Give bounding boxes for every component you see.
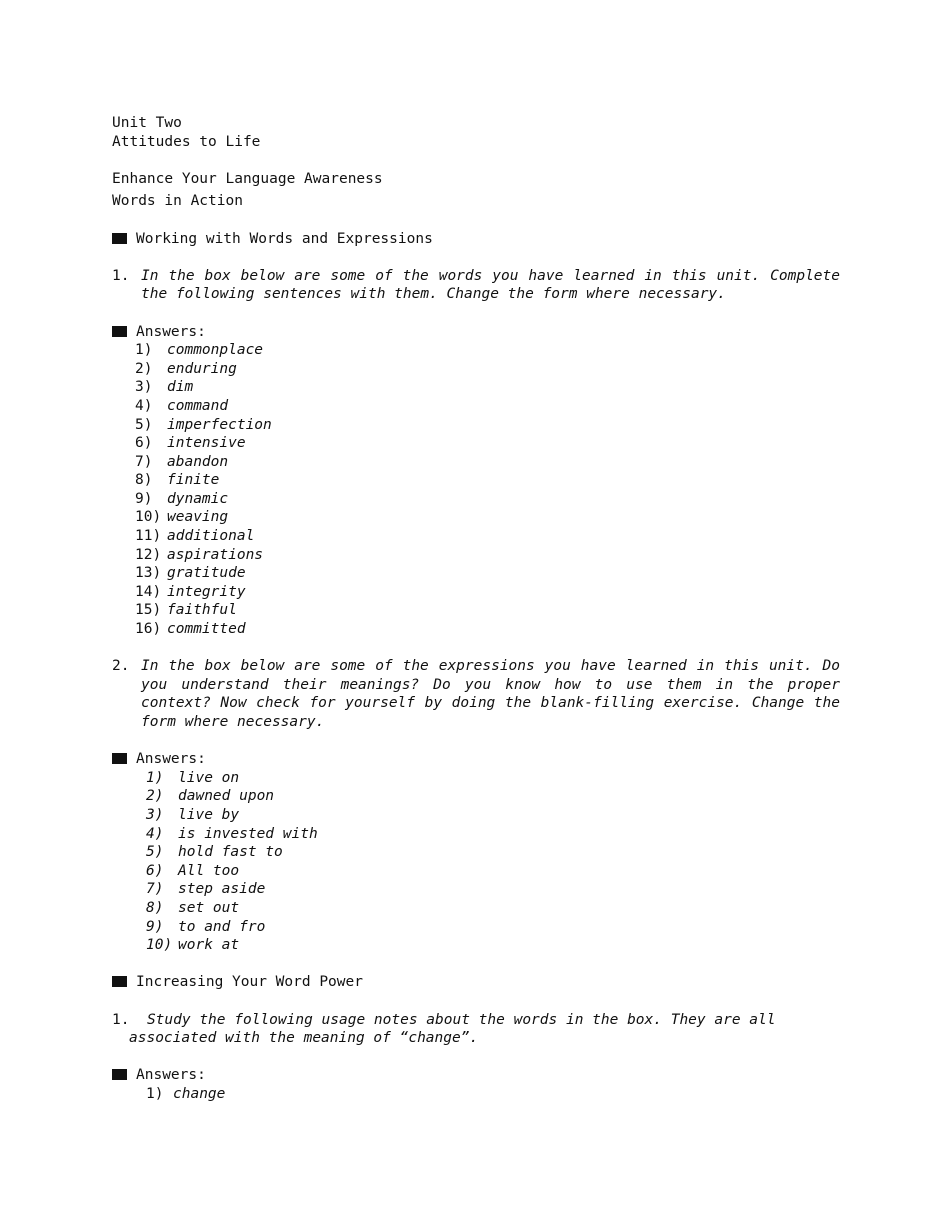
- square-bullet-icon: [112, 976, 127, 987]
- square-bullet-icon: [112, 326, 127, 337]
- list-item: 6) intensive: [135, 435, 246, 452]
- list-item: 5) hold fast to: [146, 844, 283, 861]
- list-item: 1) commonplace: [135, 342, 264, 359]
- list-item: 12) aspirations: [135, 546, 264, 563]
- list-item: 13) gratitude: [135, 565, 246, 582]
- list-item: 6) All too: [146, 862, 240, 879]
- part2-heading: Increasing Your Word Power: [136, 974, 363, 991]
- list-item: 10) work at: [146, 937, 240, 954]
- list-item: 4) is invested with: [146, 825, 318, 842]
- question-text: In the box below are some of the words you have learned in this unit. Complete the following sentences with them. Change the form where necessary.: [141, 267, 840, 303]
- question-number: 2.: [112, 658, 130, 675]
- question-2: [112, 657, 840, 731]
- square-bullet-icon: [112, 233, 127, 244]
- part1-heading-row: [112, 230, 840, 249]
- document-page: [112, 114, 840, 1103]
- part2-heading-row: [112, 973, 840, 992]
- list-item: 7) abandon: [135, 453, 229, 470]
- answers-label: Answers:: [136, 323, 206, 340]
- square-bullet-icon: [112, 753, 127, 764]
- answers-label: Answers:: [136, 751, 206, 768]
- answers-list-3: [112, 1085, 840, 1104]
- list-item: 10) weaving: [135, 509, 229, 526]
- list-item: 3) dim: [135, 379, 194, 396]
- question-text: Study the following usage notes about the words in the box. They are all associated with the meaning of “change”.: [129, 1011, 776, 1047]
- list-item: 1) live on: [146, 769, 240, 786]
- question-text: In the box below are some of the expressions you have learned in this unit. Do you understand their meanings? Do you know how to use them in the proper context? Now check for yourself by doing the blank-filling exercise. Change the form where necessary.: [141, 658, 840, 730]
- list-item: 9) to and fro: [146, 918, 266, 935]
- list-item: 3) live by: [146, 806, 240, 823]
- part1-heading: Working with Words and Expressions: [136, 230, 433, 247]
- question-number: 1.: [112, 1011, 130, 1028]
- unit-label: Unit Two: [112, 115, 182, 131]
- list-item: 8) set out: [146, 899, 240, 916]
- question-3: [112, 1011, 840, 1048]
- unit-title: Attitudes to Life: [112, 133, 261, 150]
- answers-list-2: [112, 769, 840, 955]
- list-item: 8) finite: [135, 472, 220, 489]
- list-item: 2) dawned upon: [146, 788, 275, 805]
- question-1: [112, 267, 840, 304]
- subsection-title: Words in Action: [112, 193, 243, 210]
- list-item: 14) integrity: [135, 583, 246, 600]
- answers-label: Answers:: [136, 1067, 206, 1084]
- list-item: 9) dynamic: [135, 490, 229, 507]
- answers-heading-row: [112, 750, 840, 769]
- answers-heading-row: [112, 1066, 840, 1085]
- list-item: 4) command: [135, 397, 229, 414]
- section-title: Enhance Your Language Awareness: [112, 170, 383, 187]
- list-item: 11) additional: [135, 528, 255, 545]
- answers-heading-row: [112, 323, 840, 342]
- list-item: 1) change: [146, 1085, 226, 1102]
- list-item: 5) imperfection: [135, 416, 272, 433]
- list-item: 16) committed: [135, 621, 246, 638]
- square-bullet-icon: [112, 1069, 127, 1080]
- list-item: 7) step aside: [146, 881, 266, 898]
- answers-list-1: [112, 341, 840, 639]
- list-item: 15) faithful: [135, 602, 237, 619]
- list-item: 2) enduring: [135, 360, 237, 377]
- question-number: 1.: [112, 267, 130, 284]
